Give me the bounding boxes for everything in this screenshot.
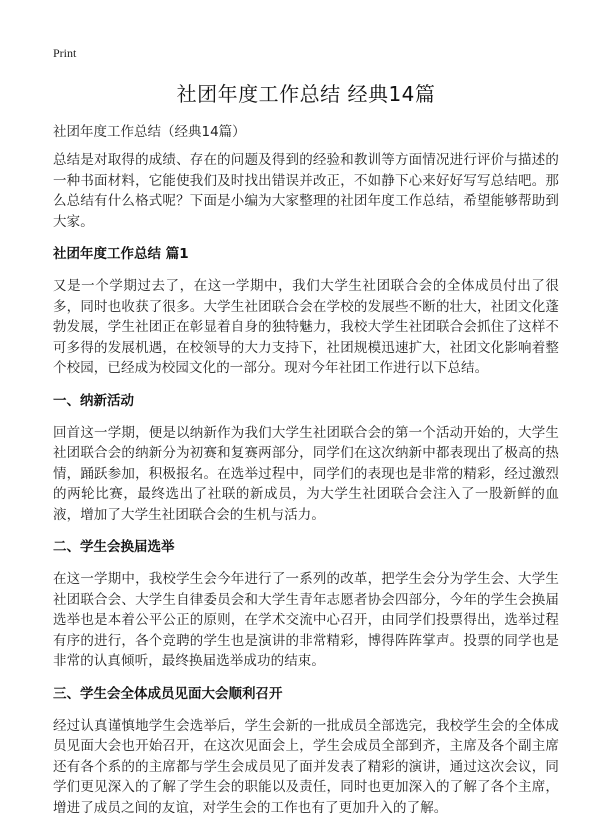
section-body-3: 在这一学期中，我校学生会今年进行了一系列的改革，把学生会分为学生会、大学生社团联合会、大学生自律委员会和大学生青年志愿者协会四部分，今年的学生会换届选举也是本着公平公正的原则，在学术交流中心召开，由同学们投票得出，选举过程有序的进行，各个竞聘的学生也是演讲的非常精彩，博得阵阵掌声。投票的同学也是非常的认真倾听，最终换届选举成功的结束。 bbox=[53, 571, 559, 669]
section-heading-2: 一、纳新活动 bbox=[53, 392, 134, 409]
document-content bbox=[53, 150, 559, 830]
section-body-1: 又是一个学期过去了，在这一学期中，我们大学生社团联合会的全体成员付出了很多，同时也收获了很多。大学生社团联合会在学校的发展些不断的壮大，社团文化蓬勃发展，学生社团正在彰显着自身的独特魅力，我校大学生社团联合会抓住了这样不可多得的发展机遇，在校领导的大力支持下，社团规模迅速扩大，社团文化影响着整个校园，已经成为校园文化的一部分。现对今年社团工作进行以下总结。 bbox=[53, 278, 559, 376]
intro-paragraph: 总结是对取得的成绩、存在的问题及得到的经验和教训等方面情况进行评价与描述的一种书面材料，它能使我们及时找出错误并改正，不如静下心来好好写写总结吧。那么总结有什么格式呢？下面是小编为大家整理的社团年度工作总结，希望能够帮助到大家。 bbox=[53, 152, 559, 230]
section-body-2: 回首这一学期，便是以纳新作为我们大学生社团联合会的第一个活动开始的，大学生社团联合会的纳新分为初赛和复赛两部分，同学们在这次纳新中都表现出了极高的热情，踊跃参加，积极报名。在选举过程中，同学们的表现也是非常的精彩，经过激烈的两轮比赛，最终选出了社联的新成员，为大学生社团联合会注入了一股新鲜的血液，增加了大学生社团联合会的生机与活力。 bbox=[53, 424, 559, 523]
document-title: 社团年度工作总结 经典14篇 bbox=[176, 82, 436, 106]
section-heading-4: 三、学生会全体成员见面大会顺利召开 bbox=[53, 685, 283, 702]
section-heading-3: 二、学生会换届选举 bbox=[53, 539, 175, 555]
document-subtitle: 社团年度工作总结（经典14篇） bbox=[53, 124, 246, 140]
print-label: Print bbox=[53, 46, 77, 60]
section-body-4: 经过认真谨慎地学生会选举后，学生会新的一批成员全部选完，我校学生会的全体成员见面大会也开始召开，在这次见面会上，学生会成员全部到齐，主席及各个副主席还有各个系的的主席都与学生会成员见了面并发表了精彩的演讲，通过这次会议，同学们更见深入的了解了学生会的职能以及责任，同时也更加深入的了解了各个主席，增进了成员之间的友谊，对学生会的工作也有了更加升入的了解。 bbox=[53, 717, 559, 816]
section-heading-1: 社团年度工作总结 篇1 bbox=[53, 246, 189, 262]
